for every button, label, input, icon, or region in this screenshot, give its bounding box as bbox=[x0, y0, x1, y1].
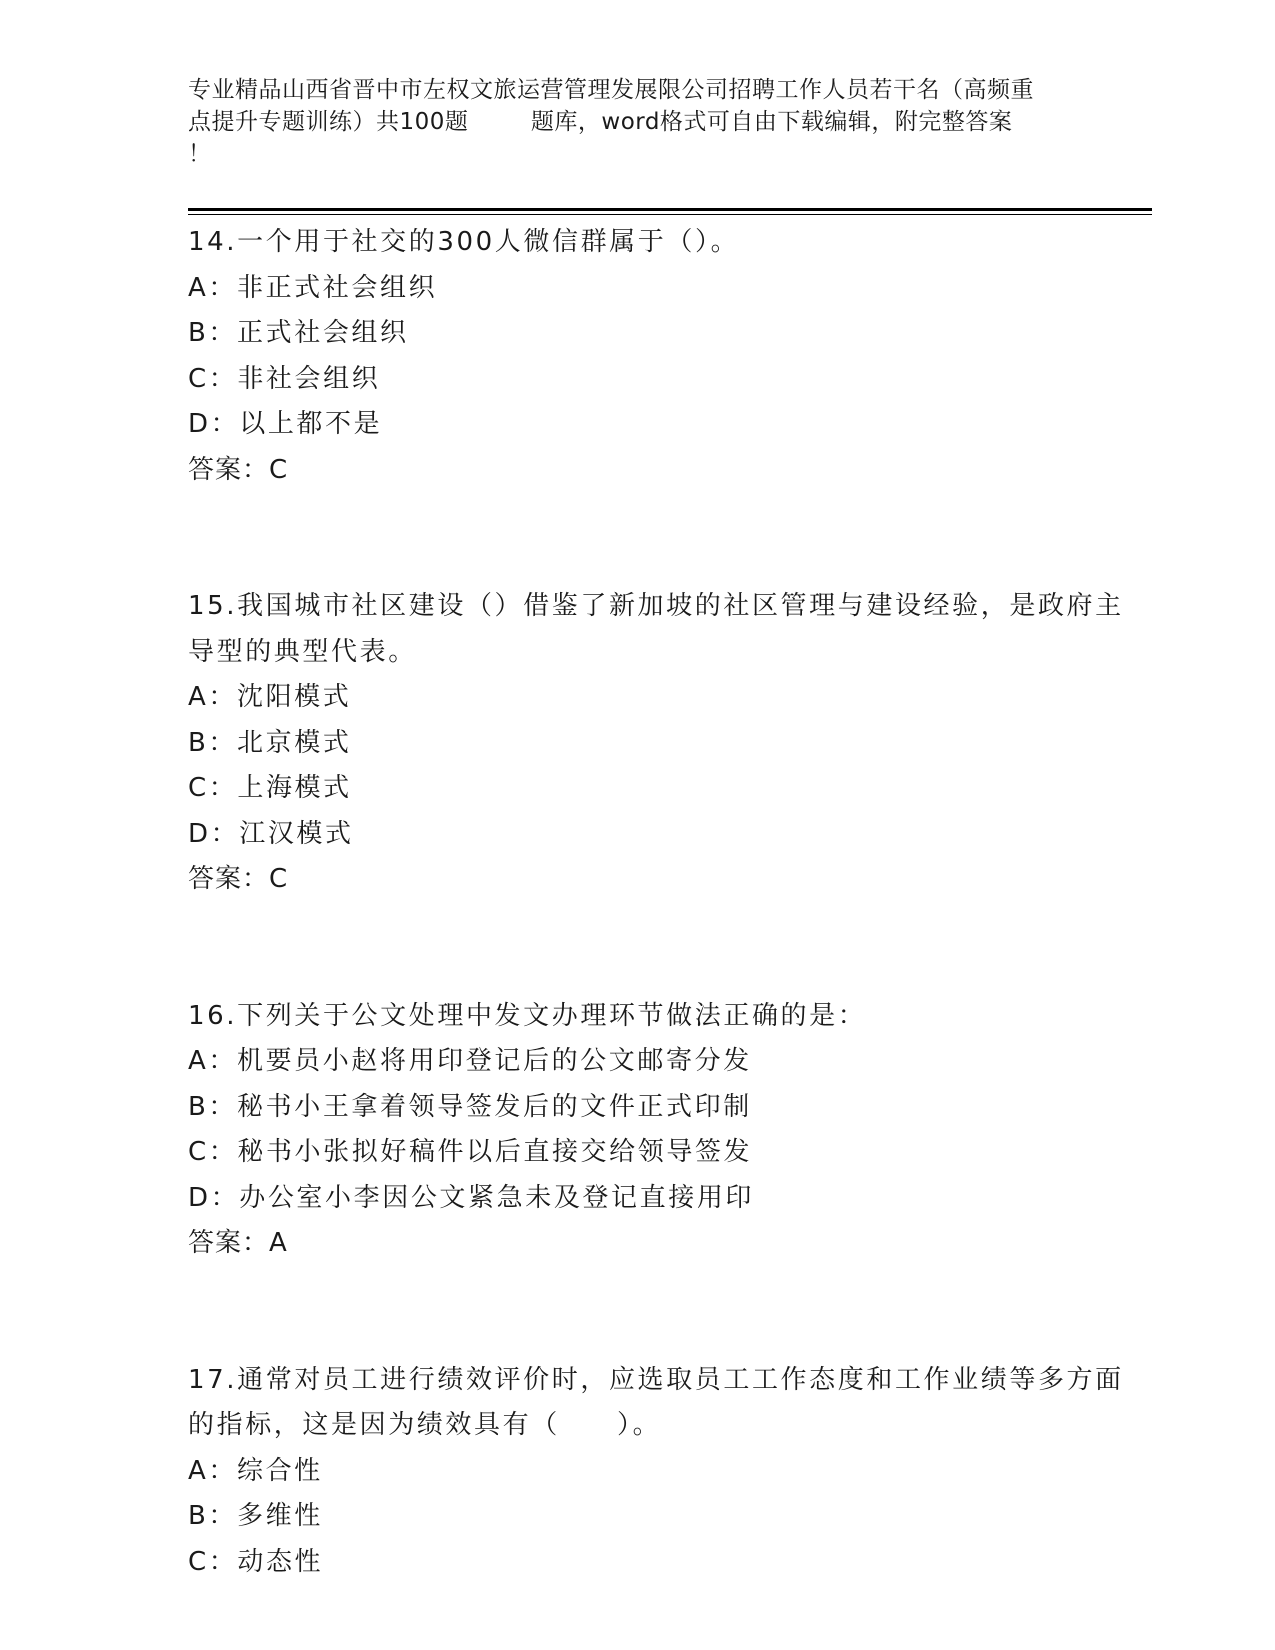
option-d: D：江汉模式 bbox=[188, 818, 354, 849]
option-b: B：北京模式 bbox=[188, 727, 352, 758]
option-b: B：多维性 bbox=[188, 1501, 323, 1531]
question-list bbox=[188, 220, 1128, 1585]
header-divider-thick bbox=[188, 208, 1152, 211]
question-17 bbox=[188, 1358, 1128, 1586]
question-stem: 14.一个用于社交的300人微信群属于（）。 bbox=[188, 227, 740, 257]
option-c: C：秘书小张拟好稿件以后直接交给领导签发 bbox=[188, 1137, 753, 1167]
option-a: A：非正式社会组织 bbox=[188, 272, 438, 303]
question-spacer bbox=[188, 493, 1128, 584]
header-line: 专业精品山西省晋中市左权文旅运营管理发展限公司招聘工作人员若干名（高频重 bbox=[188, 77, 1034, 103]
option-c: C：动态性 bbox=[188, 1546, 324, 1577]
option-c: C：上海模式 bbox=[188, 773, 352, 803]
option-a: A：机要员小赵将用印登记后的公文邮寄分发 bbox=[188, 1046, 752, 1076]
question-stem: 15.我国城市社区建设（）借鉴了新加坡的社区管理与建设经验，是政府主导型的典型代表。 bbox=[188, 591, 1124, 667]
question-spacer bbox=[188, 1267, 1128, 1358]
option-d: D：办公室小李因公文紧急未及登记直接用印 bbox=[188, 1182, 755, 1213]
option-c: C：非社会组织 bbox=[188, 363, 381, 394]
header-line: ！ bbox=[188, 141, 212, 167]
question-15 bbox=[188, 584, 1128, 903]
header-line: 点提升专题训练）共100题 题库，word格式可自由下载编辑，附完整答案 bbox=[188, 109, 1013, 135]
answer-line: 答案：C bbox=[188, 864, 289, 894]
question-stem: 17.通常对员工进行绩效评价时，应选取员工工作态度和工作业绩等多方面的指标，这是因为绩效具有（ ）。 bbox=[188, 1364, 1124, 1440]
document-header bbox=[188, 74, 1088, 170]
answer-line: 答案：C bbox=[188, 454, 289, 485]
question-14 bbox=[188, 220, 1128, 493]
option-b: B：秘书小王拿着领导签发后的文件正式印制 bbox=[188, 1091, 752, 1122]
question-spacer bbox=[188, 903, 1128, 994]
option-a: A：沈阳模式 bbox=[188, 682, 352, 712]
header-divider-thin bbox=[188, 214, 1152, 215]
answer-line: 答案：A bbox=[188, 1228, 288, 1258]
option-d: D：以上都不是 bbox=[188, 409, 383, 439]
question-16 bbox=[188, 994, 1128, 1267]
question-stem: 16.下列关于公文处理中发文办理环节做法正确的是： bbox=[188, 1000, 867, 1031]
option-b: B：正式社会组织 bbox=[188, 318, 409, 348]
option-a: A：综合性 bbox=[188, 1455, 323, 1486]
